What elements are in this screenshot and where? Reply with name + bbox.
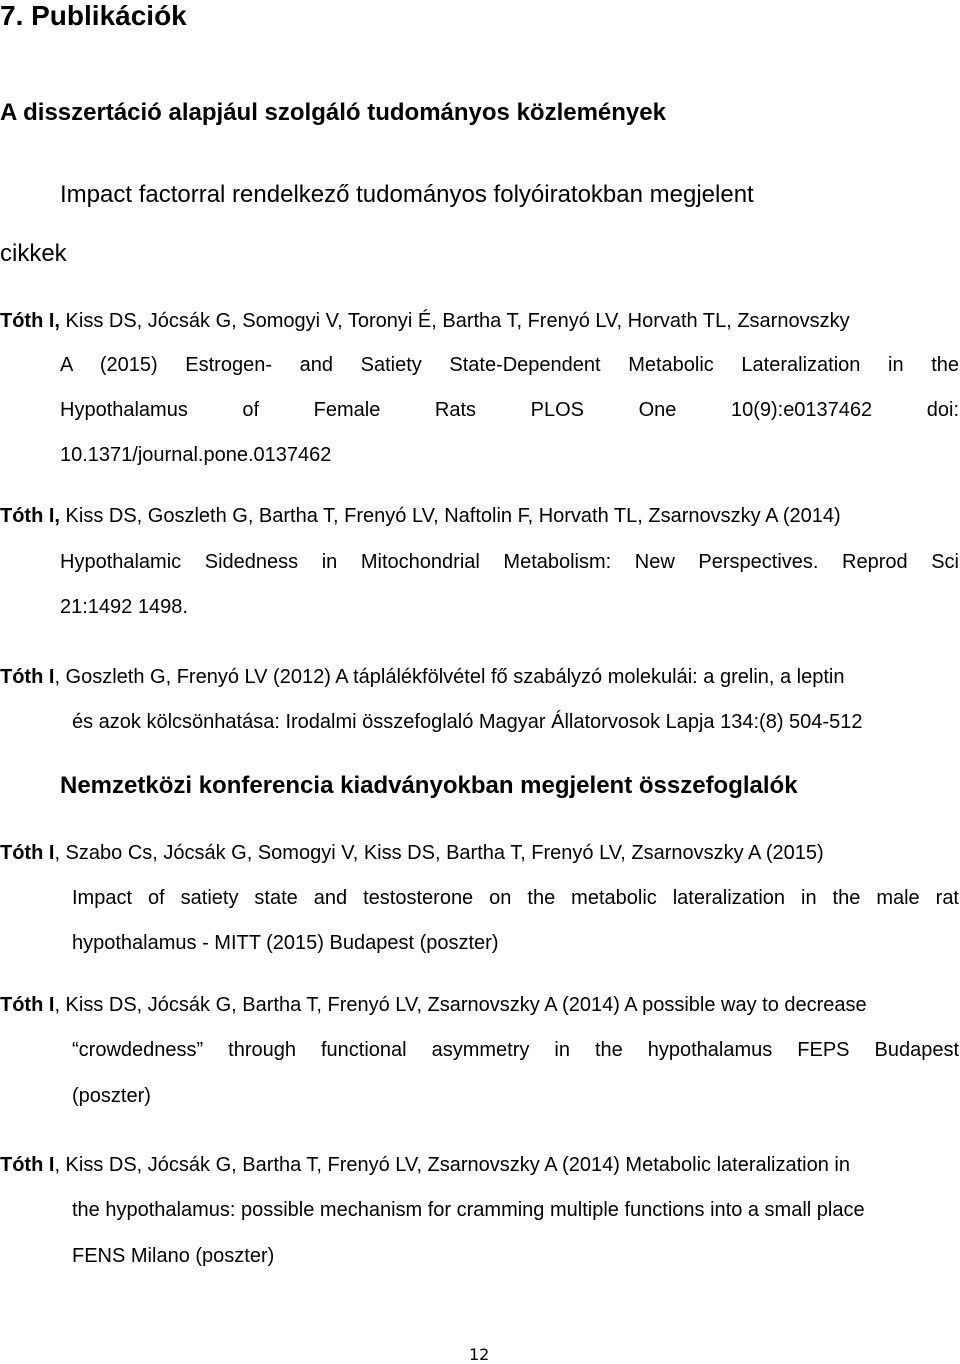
ref3-line2: és azok kölcsönhatása: Irodalmi összefoglaló Magyar Állatorvosok Lapja 134:(8) 504-512 — [72, 711, 863, 733]
conf3-line2: the hypothalamus: possible mechanism for cramming multiple functions into a small place — [72, 1199, 865, 1221]
ref1-line4: 10.1371/journal.pone.0137462 — [60, 444, 332, 466]
ref2-line3: 21:1492 1498. — [60, 596, 188, 618]
conf1-line2: Impact of satiety state and testosterone on the metabolic lateralization in the male rat — [72, 887, 959, 909]
ref3-line1-rest: , Goszleth G, Frenyó LV (2012) A táplálékfölvétel fő szabályzó molekulái: a grelin, a leptin — [54, 666, 845, 688]
conf3-line3: FENS Milano (poszter) — [72, 1245, 275, 1267]
conf3-line1-rest: , Kiss DS, Jócsák G, Bartha T, Frenyó LV, Zsarnovszky A (2014) Metabolic lateralization in — [54, 1154, 850, 1176]
page-number: 12 — [469, 1345, 490, 1364]
ref2-author: Tóth I, — [0, 505, 60, 527]
conf3-line1 — [0, 1154, 850, 1177]
ref1-line1-rest: Kiss DS, Jócsák G, Somogyi V, Toronyi É, Bartha T, Frenyó LV, Horvath TL, Zsarnovszky — [59, 310, 850, 332]
conf1-line1-rest: , Szabo Cs, Jócsák G, Somogyi V, Kiss DS, Bartha T, Frenyó LV, Zsarnovszky A (2015) — [54, 842, 824, 864]
conf2-line2: “crowdedness” through functional asymmetry in the hypothalamus FEPS Budapest — [72, 1039, 959, 1061]
conf3-author: Tóth I — [0, 1154, 55, 1176]
subsection-impact-factor-line2: cikkek — [0, 240, 67, 267]
conf2-author: Tóth I — [0, 994, 55, 1016]
ref1-author: Tóth I, — [0, 310, 60, 332]
ref1-line2: A (2015) Estrogen- and Satiety State-Dependent Metabolic Lateralization in the — [60, 354, 959, 376]
conf1-author: Tóth I — [0, 842, 55, 864]
conf2-line3: (poszter) — [72, 1085, 151, 1107]
ref1-line1 — [0, 310, 850, 333]
ref2-line2: Hypothalamic Sidedness in Mitochondrial Metabolism: New Perspectives. Reprod Sci — [60, 551, 959, 573]
ref3-line1 — [0, 666, 845, 689]
ref2-line1-rest: Kiss DS, Goszleth G, Bartha T, Frenyó LV, Naftolin F, Horvath TL, Zsarnovszky A (2014) — [59, 505, 841, 527]
conf1-line3: hypothalamus - MITT (2015) Budapest (poszter) — [72, 932, 499, 954]
conf1-line1 — [0, 842, 824, 865]
conf2-line1 — [0, 994, 867, 1017]
subsection-conferences: Nemzetközi konferencia kiadványokban megjelent összefoglalók — [60, 772, 798, 799]
page-title: 7. Publikációk — [0, 0, 187, 31]
conf2-line1-rest: , Kiss DS, Jócsák G, Bartha T, Frenyó LV, Zsarnovszky A (2014) A possible way to decrease — [54, 994, 867, 1016]
section-heading: A disszertáció alapjául szolgáló tudományos közlemények — [0, 99, 666, 126]
subsection-impact-factor-line1: Impact factorral rendelkező tudományos folyóiratokban megjelent — [60, 181, 754, 208]
ref2-line1 — [0, 505, 841, 528]
ref3-author: Tóth I — [0, 666, 55, 688]
ref1-line3: Hypothalamus of Female Rats PLOS One 10(9):e0137462 doi: — [60, 399, 959, 421]
